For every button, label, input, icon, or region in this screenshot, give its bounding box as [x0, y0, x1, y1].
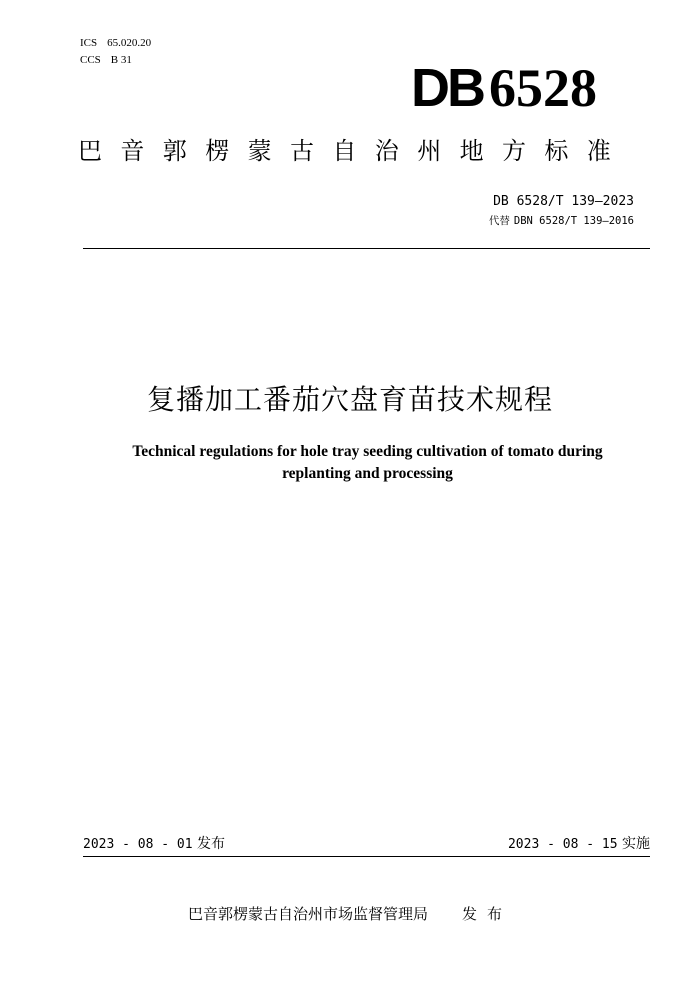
- bottom-divider: [83, 856, 650, 857]
- ics-label: ICS: [80, 37, 98, 49]
- logo-prefix: DB: [411, 58, 483, 118]
- replaces-label: 代替: [488, 215, 510, 227]
- replaces-standard: [489, 213, 634, 229]
- ics-value: 65.020.20: [107, 37, 152, 49]
- standard-category: 巴音郭楞蒙古自治州地方标准: [78, 137, 630, 165]
- publish-date-label: 发布: [197, 836, 226, 852]
- title-en-line-2: replanting and processing: [282, 465, 453, 482]
- ccs-code: [80, 52, 161, 69]
- ccs-value: B 31: [110, 54, 132, 66]
- ics-code: [80, 35, 161, 52]
- issuer-name: 巴音郭楞蒙古自治州市场监督管理局: [187, 905, 428, 923]
- classification-codes: [80, 35, 161, 69]
- top-divider: [83, 248, 650, 249]
- standard-logo: [411, 58, 597, 118]
- publish-date: [83, 834, 225, 855]
- issuer-action: 发布: [462, 905, 513, 923]
- title-en-line-1: Technical regulations for hole tray seeding cultivation of tomato during: [132, 443, 603, 460]
- publish-date-value: 2023 - 08 - 01: [83, 837, 193, 852]
- logo-number: 6528: [489, 58, 597, 118]
- replaces-value: DBN 6528/T 139—2016: [513, 215, 634, 227]
- implementation-date: [508, 834, 650, 855]
- standard-number: DB 6528/T 139—2023: [493, 194, 634, 209]
- document-title-zh: 复播加工番茄穴盘育苗技术规程: [146, 383, 553, 416]
- issuing-authority: [0, 903, 700, 925]
- implementation-date-value: 2023 - 08 - 15: [507, 837, 618, 852]
- implementation-date-label: 实施: [622, 836, 650, 852]
- document-title-en: [90, 441, 645, 485]
- ccs-label: CCS: [80, 54, 101, 66]
